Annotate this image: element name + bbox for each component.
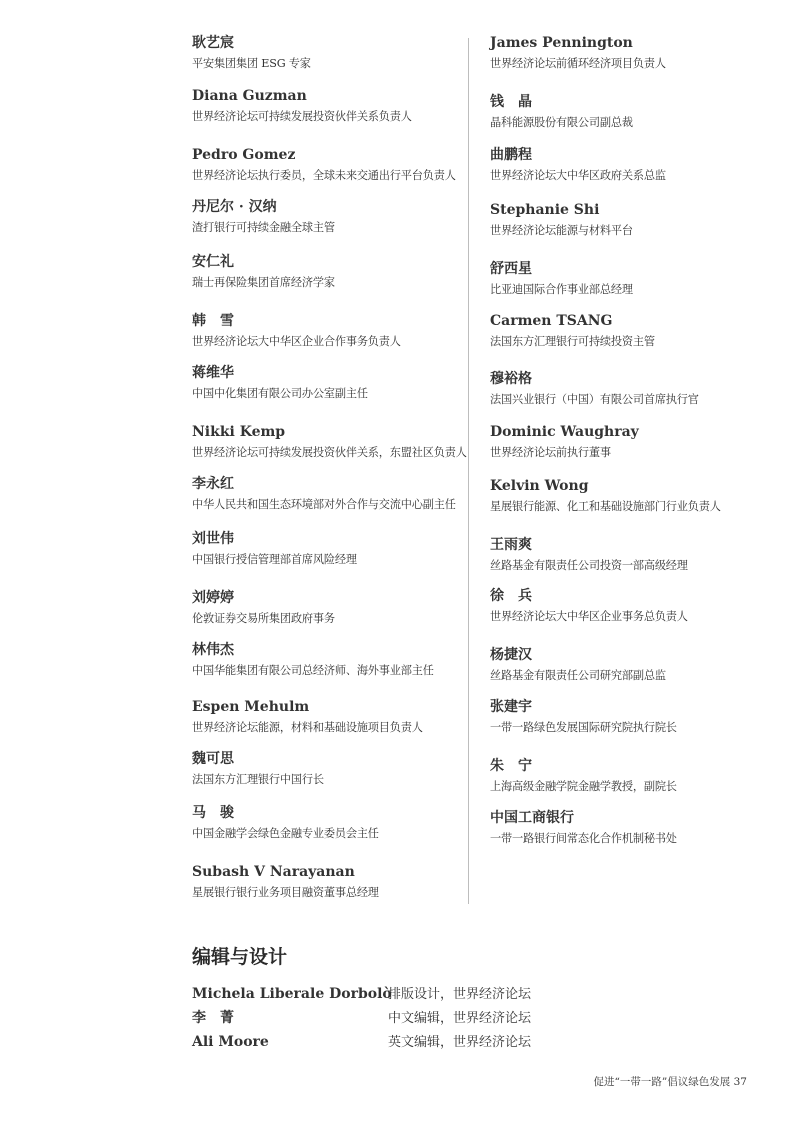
contributor-title: 世界经济论坛执行委员，全球未来交通出行平台负责人 [192,169,456,182]
contributor-name: Nikki Kemp [192,424,286,440]
credit-row [192,984,592,1008]
contributor-entry [490,757,780,795]
credit-row [192,1008,592,1032]
contributor-title: 中国金融学会绿色金融专业委员会主任 [192,827,379,840]
contributor-name: 安仁礼 [192,254,234,270]
credit-name: Michela Liberale Dorbolò [192,986,392,1002]
contributor-entry [490,477,780,515]
contributor-name: 李永红 [192,476,234,492]
contributor-name: Stephanie Shi [490,202,600,218]
contributor-name: 耿艺宸 [192,35,234,51]
contributor-title: 瑞士再保险集团首席经济学家 [192,276,335,289]
contributor-entry [192,804,462,842]
contributor-title: 法国兴业银行（中国）有限公司首席执行官 [490,393,699,406]
contributor-title: 星展银行能源、化工和基础设施部门行业负责人 [490,500,721,513]
contributor-title: 渣打银行可持续金融全球主管 [192,221,335,234]
contributor-entry [490,698,780,736]
contributor-name: 刘婷婷 [192,590,234,606]
contributor-title: 一带一路绿色发展国际研究院执行院长 [490,721,677,734]
contributor-entry [490,34,780,72]
contributor-entry [192,589,462,627]
contributor-name: 朱 宁 [490,758,532,774]
contributor-entry [490,370,780,408]
contributor-name: 钱 晶 [490,94,532,110]
contributor-title: 星展银行银行业务项目融资董事总经理 [192,886,379,899]
contributor-title: 上海高级金融学院金融学教授，副院长 [490,780,677,793]
contributor-title: 丝路基金有限责任公司投资一部高级经理 [490,559,688,572]
contributor-title: 世界经济论坛能源与材料平台 [490,224,633,237]
contributor-name: 舒西星 [490,261,532,277]
contributor-name: 曲鹏程 [490,147,532,163]
contributor-name: Pedro Gomez [192,147,296,163]
contributor-entry [490,646,780,684]
contributor-entry [192,253,462,291]
contributor-name: Subash V Narayanan [192,864,355,880]
credit-name: 李 菁 [192,1010,234,1026]
contributor-title: 世界经济论坛大中华区企业合作事务负责人 [192,335,401,348]
contributor-title: 世界经济论坛大中华区企业事务总负责人 [490,610,688,623]
contributor-title: 丝路基金有限责任公司研究部副总监 [490,669,666,682]
contributor-title: 晶科能源股份有限公司副总裁 [490,116,633,129]
contributor-name: 魏可思 [192,751,234,767]
contributor-entry [192,750,462,788]
contributor-title: 世界经济论坛可持续发展投资伙伴关系负责人 [192,110,412,123]
contributor-name: Dominic Waughray [490,424,639,440]
credit-row [192,1032,592,1056]
contributor-name: Diana Guzman [192,88,307,104]
contributor-entry [192,364,462,402]
editing-credits [192,984,592,1056]
contributor-entry [192,423,467,461]
contributor-title: 中国中化集团有限公司办公室副主任 [192,387,368,400]
contributor-name: 韩 雪 [192,313,234,329]
contributor-name: 徐 兵 [490,588,532,604]
contributor-name: 王雨爽 [490,537,532,553]
editing-design-heading: 编辑与设计 [192,946,288,968]
contributor-entry [192,146,462,184]
credit-role: 排版设计，世界经济论坛 [388,987,532,1002]
contributor-name: 刘世伟 [192,531,234,547]
credit-name: Ali Moore [192,1034,269,1050]
credit-role: 中文编辑，世界经济论坛 [388,1011,532,1026]
contributor-title: 平安集团集团 ESG 专家 [192,57,311,70]
contributor-name: Carmen TSANG [490,313,613,329]
contributor-entry [192,87,462,125]
contributor-name: James Pennington [490,35,633,51]
contributor-title: 世界经济论坛可持续发展投资伙伴关系，东盟社区负责人 [192,446,467,459]
contributor-title: 比亚迪国际合作事业部总经理 [490,283,633,296]
contributor-entry [192,641,462,679]
contributor-entry [490,312,780,350]
contributor-entry [490,809,780,847]
contributor-entry [490,423,780,461]
contributor-name: Espen Mehulm [192,699,310,715]
contributor-entry [490,93,780,131]
contributor-title: 法国东方汇理银行可持续投资主管 [490,335,655,348]
contributor-entry [192,863,462,901]
contributor-entry [192,475,462,513]
contributor-name: 穆裕格 [490,371,532,387]
contributor-title: 中华人民共和国生态环境部对外合作与交流中心副主任 [192,498,456,511]
contributor-name: Kelvin Wong [490,478,589,494]
contributor-title: 中国银行授信管理部首席风险经理 [192,553,357,566]
contributor-name: 杨捷汉 [490,647,532,663]
contributor-entry [192,34,462,72]
contributor-entry [490,201,780,239]
contributor-entry [192,698,462,736]
footer-document-title: 促进“一带一路”倡议绿色发展 [593,1076,731,1088]
contributor-entry [192,198,462,236]
contributor-title: 伦敦证券交易所集团政府事务 [192,612,335,625]
page-footer [594,1074,747,1089]
contributor-entry [192,312,462,350]
contributor-title: 中国华能集团有限公司总经济师、海外事业部主任 [192,664,434,677]
contributor-name: 林伟杰 [192,642,234,658]
credit-role: 英文编辑，世界经济论坛 [388,1035,532,1050]
page-number: 37 [733,1076,747,1088]
contributor-entry [192,530,462,568]
contributor-name: 中国工商银行 [490,810,574,826]
contributor-title: 法国东方汇理银行中国行长 [192,773,324,786]
contributor-title: 世界经济论坛能源，材料和基础设施项目负责人 [192,721,423,734]
contributor-name: 马 骏 [192,805,234,821]
contributor-entry [490,587,780,625]
contributor-name: 张建宇 [490,699,532,715]
contributor-entry [490,260,780,298]
contributor-entry [490,536,780,574]
column-divider [468,38,469,904]
contributor-name: 蒋维华 [192,365,234,381]
contributor-title: 世界经济论坛大中华区政府关系总监 [490,169,666,182]
contributor-title: 世界经济论坛前执行董事 [490,446,611,459]
contributor-name: 丹尼尔 · 汉纳 [192,199,277,215]
contributor-title: 世界经济论坛前循环经济项目负责人 [490,57,666,70]
contributor-title: 一带一路银行间常态化合作机制秘书处 [490,832,677,845]
contributor-entry [490,146,780,184]
